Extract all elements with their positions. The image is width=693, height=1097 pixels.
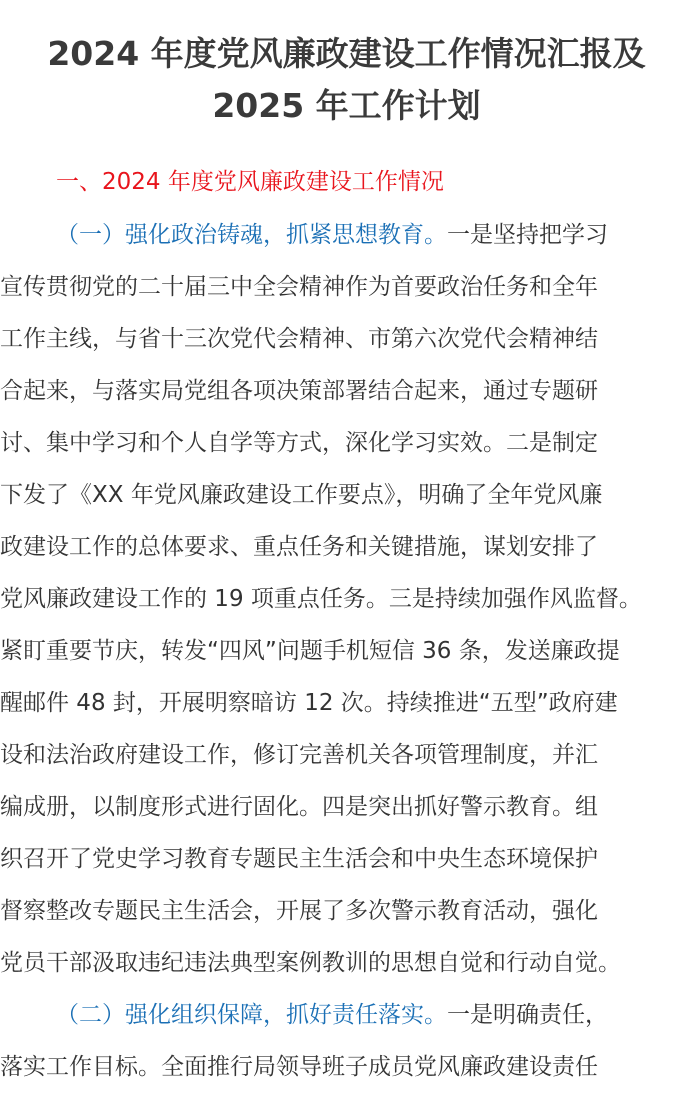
- body-line: 设和法治政府建设工作，修订完善机关各项管理制度，并汇: [0, 742, 598, 768]
- body-line: 宣传贯彻党的二十届三中全会精神作为首要政治任务和全年: [0, 274, 598, 300]
- title-line-1: 2024 年度党风廉政建设工作情况汇报及: [47, 34, 646, 73]
- body-line: 合起来，与落实局党组各项决策部署结合起来，通过专题研: [0, 378, 598, 404]
- body-line: 党风廉政建设工作的 19 项重点任务。三是持续加强作风监督。: [0, 586, 642, 612]
- body-line: 工作主线，与省十三次党代会精神、市第六次党代会精神结: [0, 326, 598, 352]
- paragraph-2-lead: 一是明确责任，: [447, 1002, 608, 1028]
- body-line: 党员干部汲取违纪违法典型案例教训的思想自觉和行动自觉。: [0, 950, 621, 976]
- document-title: [0, 28, 693, 132]
- body-line: 督察整改专题民主生活会，开展了多次警示教育活动，强化: [0, 898, 598, 924]
- body-line: 下发了《XX 年党风廉政建设工作要点》，明确了全年党风廉: [0, 482, 603, 508]
- paragraph-1-first-line: [0, 209, 693, 261]
- paragraph-1-lead: 一是坚持把学习: [447, 222, 608, 248]
- title-line-2: 2025 年工作计划: [212, 86, 481, 125]
- body-line: 讨、集中学习和个人自学等方式，深化学习实效。二是制定: [0, 430, 598, 456]
- subheading-2: （二）强化组织保障，抓好责任落实。: [56, 1002, 447, 1028]
- body-line: 醒邮件 48 封，开展明察暗访 12 次。持续推进“五型”政府建: [0, 690, 618, 716]
- subheading-1: （一）强化政治铸魂，抓紧思想教育。: [56, 222, 447, 248]
- document-body: [0, 209, 693, 1093]
- body-line: 紧盯重要节庆，转发“四风”问题手机短信 36 条，发送廉政提: [0, 638, 620, 664]
- body-line: 编成册，以制度形式进行固化。四是突出抓好警示教育。组: [0, 794, 598, 820]
- body-line: 织召开了党史学习教育专题民主生活会和中央生态环境保护: [0, 846, 598, 872]
- paragraph-2-first-line: [0, 989, 693, 1041]
- body-line: 政建设工作的总体要求、重点任务和关键措施，谋划安排了: [0, 534, 598, 560]
- section-heading: 一、2024 年度党风廉政建设工作情况: [56, 169, 444, 195]
- body-line: 落实工作目标。全面推行局领导班子成员党风廉政建设责任: [0, 1054, 598, 1080]
